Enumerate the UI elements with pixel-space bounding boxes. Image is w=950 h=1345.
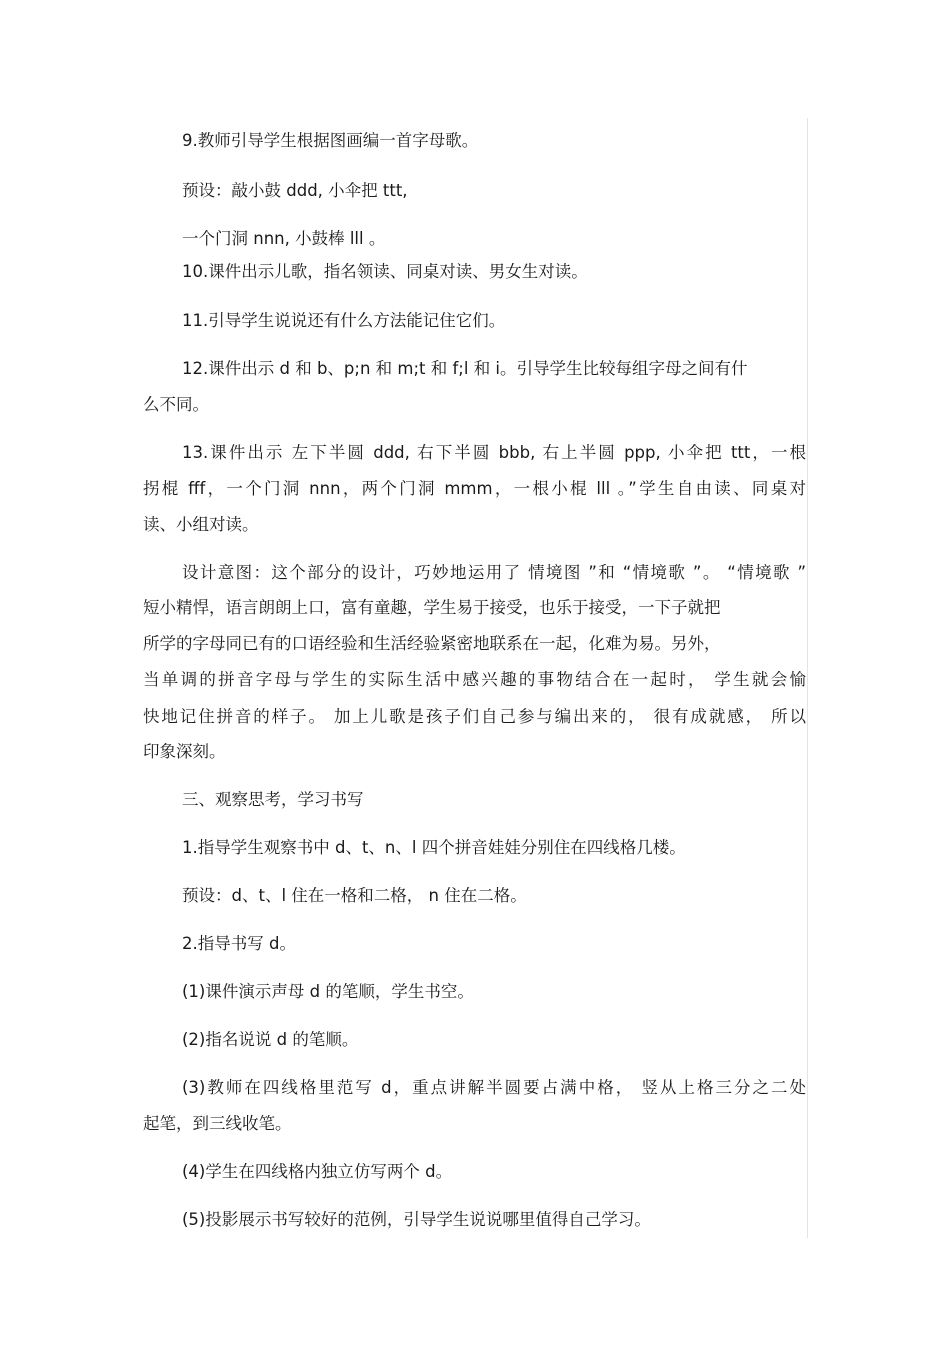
text-line-preset-1: 预设：敲小鼓 ddd, 小伞把 ttt, — [182, 181, 408, 200]
text-line-design-intent-cont-4: 快地记住拼音的样子。 加上儿歌是孩子们自己参与编出来的， 很有成就感， 所以 — [143, 707, 806, 726]
text-line-substep-5: (5)投影展示书写较好的范例，引导学生说说哪里值得自己学习。 — [182, 1210, 651, 1229]
text-line-design-intent-cont-3: 当单调的拼音字母与学生的实际生活中感兴趣的事物结合在一起时， 学生就会愉 — [143, 670, 806, 689]
text-line-substep-1: (1)课件演示声母 d 的笔顺，学生书空。 — [182, 982, 474, 1001]
text-line-design-intent: 设计意图：这个部分的设计，巧妙地运用了 情境图 ”和 “情境歌 ”。 “情境歌 ” — [182, 563, 806, 582]
text-line-step-12-cont: 么不同。 — [143, 395, 209, 414]
text-line-substep-4: (4)学生在四线格内独立仿写两个 d。 — [182, 1162, 453, 1181]
text-line-design-intent-cont-1: 短小精悍，语言朗朗上口，富有童趣，学生易于接受，也乐于接受，一下子就把 — [143, 598, 721, 617]
text-line-write-preset: 预设：d、t、l 住在一格和二格， n 住在二格。 — [182, 886, 527, 905]
text-line-step-10: 10.课件出示儿歌，指名领读、同桌对读、男女生对读。 — [182, 262, 588, 281]
text-line-write-step-1: 1.指导学生观察书中 d、t、n、l 四个拼音娃娃分别住在四线格几楼。 — [182, 838, 686, 857]
section-heading: 三、观察思考，学习书写 — [182, 790, 364, 809]
text-line-step-13-cont-2: 读、小组对读。 — [143, 515, 259, 534]
text-line-substep-3: (3)教师在四线格里范写 d，重点讲解半圆要占满中格， 竖从上格三分之二处 — [182, 1078, 806, 1097]
text-line-step-13-cont-1: 拐棍 fff，一个门洞 nnn，两个门洞 mmm，一根小棍 lll 。”学生自由读、同桌对 — [143, 479, 806, 498]
text-line-substep-2: (2)指名说说 d 的笔顺。 — [182, 1030, 359, 1049]
text-line-design-intent-cont-5: 印象深刻。 — [143, 742, 226, 761]
text-line-step-11: 11.引导学生说说还有什么方法能记住它们。 — [182, 311, 506, 330]
text-line-substep-3-cont: 起笔，到三线收笔。 — [143, 1114, 292, 1133]
text-line-step-12: 12.课件出示 d 和 b、p;n 和 m;t 和 f;l 和 i。引导学生比较每组字母之间有什 — [182, 359, 748, 378]
text-line-design-intent-cont-2: 所学的字母同已有的口语经验和生活经验紧密地联系在一起，化难为易。另外， — [143, 634, 721, 653]
text-line-step-9: 9.教师引导学生根据图画编一首字母歌。 — [182, 131, 479, 150]
text-line-write-step-2: 2.指导书写 d。 — [182, 934, 296, 953]
text-line-preset-2: 一个门洞 nnn, 小鼓棒 lll 。 — [182, 229, 386, 248]
text-line-step-13: 13.课件出示 左下半圆 ddd, 右下半圆 bbb, 右上半圆 ppp, 小伞把 ttt，一根 — [182, 443, 806, 462]
